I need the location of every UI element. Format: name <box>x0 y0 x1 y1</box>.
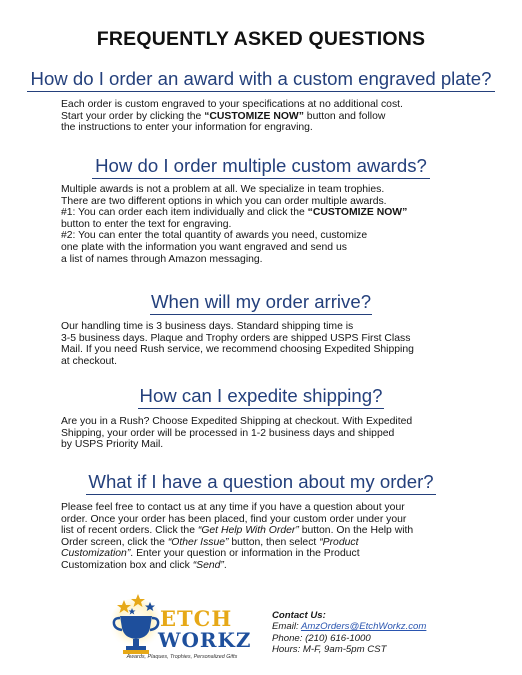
question-heading-expedite-shipping: How can I expedite shipping? <box>139 385 383 406</box>
contact-email-row <box>272 621 426 632</box>
answer-line: Customization box and click “Send”. <box>61 559 227 571</box>
etchworkz-logo <box>110 592 250 664</box>
answer-line: Each order is custom engraved to your specifications at no additional cost. <box>61 99 403 110</box>
answer-custom-plate <box>61 99 403 134</box>
answer-line: order. Once your order has been placed, find your custom order under your <box>61 513 407 525</box>
answer-line: Multiple awards is not a problem at all. We specialize in team trophies. <box>61 184 385 195</box>
answer-line: 3-5 business days. Plaque and Trophy orders are shipped USPS First Class <box>61 332 411 344</box>
logo-brand-top: ETCH <box>160 606 233 631</box>
answer-line: Shipping, your order will be processed in 1-2 business days and shipped <box>61 427 395 439</box>
question-underline <box>27 91 495 92</box>
answer-line: Start your order by clicking the “CUSTOMIZE NOW” button and follow <box>61 110 386 122</box>
answer-expedite-shipping <box>61 416 412 451</box>
answer-order-question <box>61 502 413 572</box>
contact-phone: Phone: (210) 616-1000 <box>272 632 371 644</box>
answer-line: the instructions to enter your information for engraving. <box>61 122 313 134</box>
question-underline <box>138 408 384 409</box>
question-underline <box>86 494 436 495</box>
answer-line: There are two different options in which you can order multiple awards. <box>61 195 387 207</box>
answer-order-arrival <box>61 321 414 367</box>
answer-line: Customization”. Enter your question or information in the Product <box>61 548 360 560</box>
answer-line: a list of names through Amazon messaging. <box>61 253 263 265</box>
answer-line: button to enter the text for engraving. <box>61 218 232 230</box>
question-heading-custom-plate: How do I order an award with a custom engraved plate? <box>30 68 492 89</box>
answer-line: list of recent orders. Click the “Get Help With Order” button. On the Help with <box>61 525 414 537</box>
answer-line: one plate with the information you want engraved and send us <box>61 241 347 253</box>
answer-multiple-awards <box>61 184 407 265</box>
answer-line: Mail. If you need Rush service, we recommend choosing Expedited Shipping <box>61 344 414 356</box>
answer-line: #1: You can order each item individually and click the “CUSTOMIZE NOW” <box>61 207 408 219</box>
answer-line: #2: You can enter the total quantity of awards you need, customize <box>61 230 368 242</box>
question-heading-multiple-awards: How do I order multiple custom awards? <box>95 155 427 176</box>
question-underline <box>150 314 372 315</box>
answer-line: Are you in a Rush? Choose Expedited Shipping at checkout. With Expedited <box>61 416 413 427</box>
contact-heading: Contact Us: <box>272 610 326 621</box>
contact-block <box>272 610 426 656</box>
answer-line: by USPS Priority Mail. <box>61 439 164 451</box>
contact-hours: Hours: M-F, 9am-5pm CST <box>272 644 387 656</box>
question-heading-order-arrival: When will my order arrive? <box>150 291 372 312</box>
question-heading-order-question: What if I have a question about my order? <box>88 471 434 492</box>
email-label: Email: <box>272 621 301 633</box>
answer-line: at checkout. <box>61 355 118 367</box>
question-underline <box>92 178 430 179</box>
email-link[interactable]: AmzOrders@EtchWorkz.com <box>300 621 427 633</box>
answer-line: Please feel free to contact us at any time if you have a question about your <box>61 502 405 513</box>
logo-brand-bottom: WORKZ <box>158 628 252 652</box>
page-title: FREQUENTLY ASKED QUESTIONS <box>96 28 426 50</box>
logo-tagline: Awards, Plaques, Trophies, Personalized Gifts <box>126 654 238 660</box>
answer-line: Order screen, click the “Other Issue” button, then select “Product <box>61 536 359 548</box>
answer-line: Our handling time is 3 business days. Standard shipping time is <box>61 321 354 332</box>
